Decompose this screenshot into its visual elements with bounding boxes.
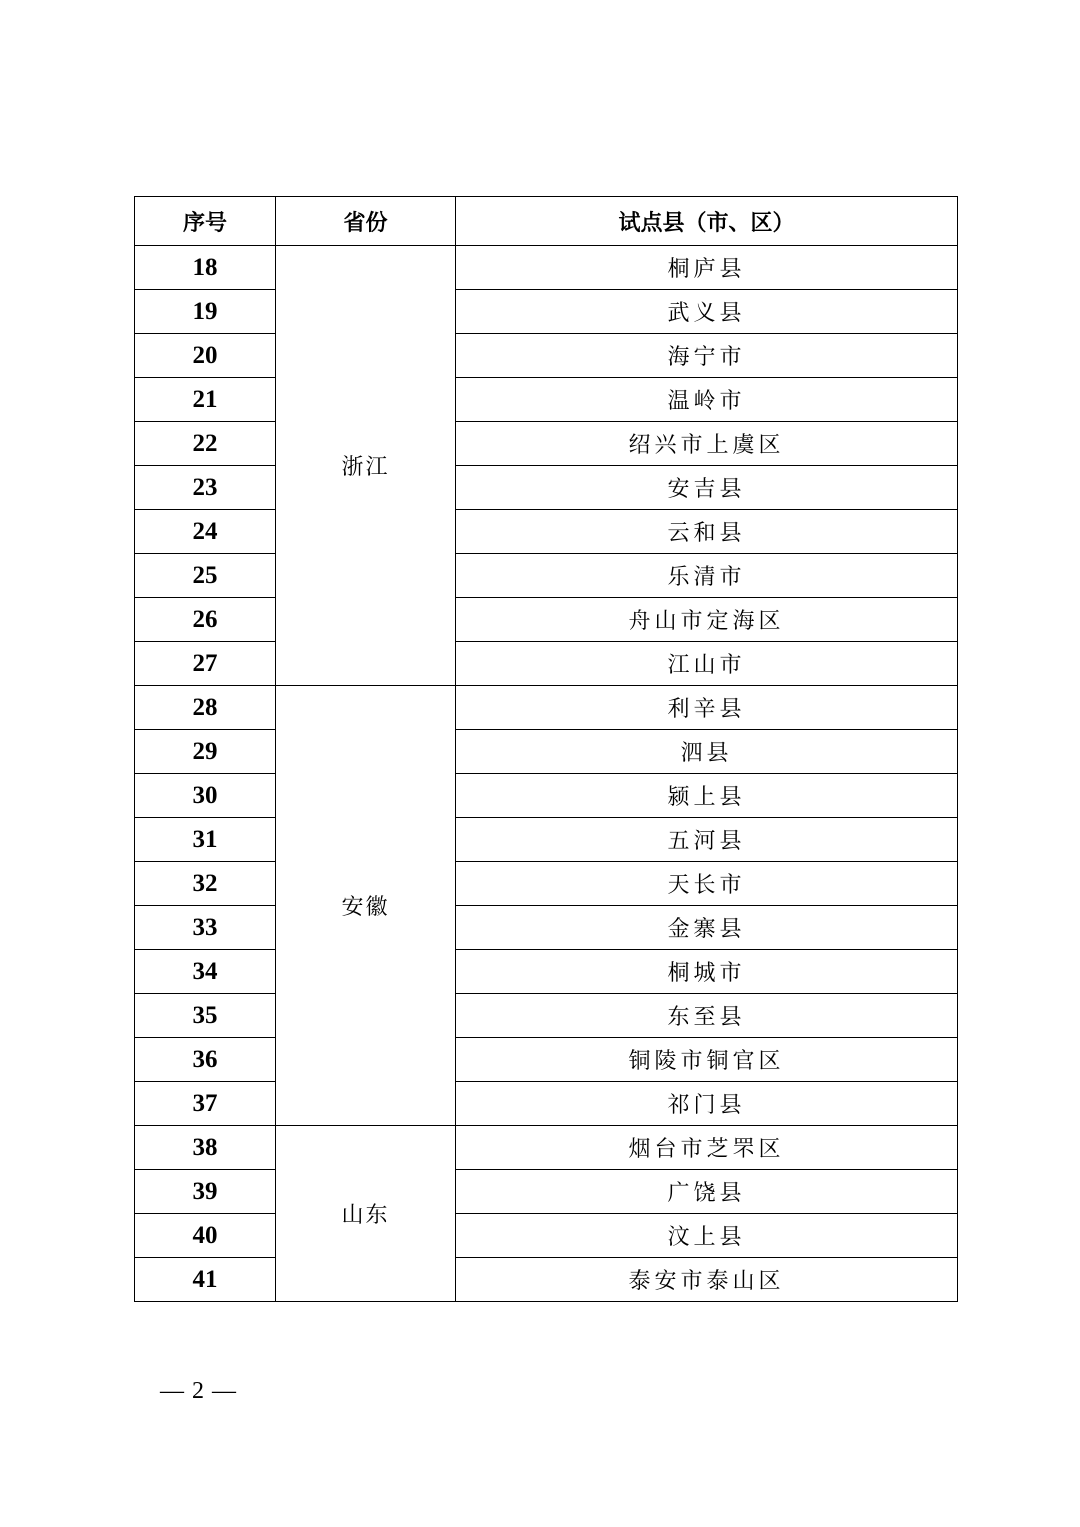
seq-cell: 36 bbox=[135, 1038, 276, 1082]
table-row bbox=[135, 378, 958, 422]
seq-cell: 29 bbox=[135, 730, 276, 774]
table-body bbox=[135, 246, 958, 1302]
county-cell: 乐清市 bbox=[456, 554, 958, 598]
county-cell: 汶上县 bbox=[456, 1214, 958, 1258]
header-seq: 序号 bbox=[135, 197, 276, 246]
table-row bbox=[135, 510, 958, 554]
table-row bbox=[135, 598, 958, 642]
table-row bbox=[135, 774, 958, 818]
table-row bbox=[135, 422, 958, 466]
county-cell: 颍上县 bbox=[456, 774, 958, 818]
county-cell: 祁门县 bbox=[456, 1082, 958, 1126]
province-cell: 浙江 bbox=[276, 246, 456, 686]
table-row bbox=[135, 466, 958, 510]
table-row bbox=[135, 994, 958, 1038]
seq-cell: 37 bbox=[135, 1082, 276, 1126]
seq-cell: 31 bbox=[135, 818, 276, 862]
seq-cell: 21 bbox=[135, 378, 276, 422]
county-cell: 金寨县 bbox=[456, 906, 958, 950]
seq-cell: 33 bbox=[135, 906, 276, 950]
table-row bbox=[135, 862, 958, 906]
seq-cell: 39 bbox=[135, 1170, 276, 1214]
seq-cell: 23 bbox=[135, 466, 276, 510]
table-row bbox=[135, 950, 958, 994]
county-cell: 天长市 bbox=[456, 862, 958, 906]
county-cell: 安吉县 bbox=[456, 466, 958, 510]
seq-cell: 25 bbox=[135, 554, 276, 598]
county-cell: 云和县 bbox=[456, 510, 958, 554]
seq-cell: 41 bbox=[135, 1258, 276, 1302]
table-row bbox=[135, 290, 958, 334]
county-cell: 江山市 bbox=[456, 642, 958, 686]
table-row bbox=[135, 1170, 958, 1214]
pilot-county-table bbox=[134, 196, 958, 1302]
seq-cell: 40 bbox=[135, 1214, 276, 1258]
seq-cell: 24 bbox=[135, 510, 276, 554]
county-cell: 绍兴市上虞区 bbox=[456, 422, 958, 466]
table-row bbox=[135, 334, 958, 378]
seq-cell: 32 bbox=[135, 862, 276, 906]
county-cell: 烟台市芝罘区 bbox=[456, 1126, 958, 1170]
seq-cell: 35 bbox=[135, 994, 276, 1038]
table-row bbox=[135, 1126, 958, 1170]
table-row bbox=[135, 686, 958, 730]
county-cell: 泰安市泰山区 bbox=[456, 1258, 958, 1302]
table-row bbox=[135, 642, 958, 686]
county-cell: 利辛县 bbox=[456, 686, 958, 730]
county-cell: 泗县 bbox=[456, 730, 958, 774]
table-row bbox=[135, 1214, 958, 1258]
table-row bbox=[135, 1082, 958, 1126]
seq-cell: 22 bbox=[135, 422, 276, 466]
table-row bbox=[135, 554, 958, 598]
county-cell: 温岭市 bbox=[456, 378, 958, 422]
county-cell: 东至县 bbox=[456, 994, 958, 1038]
seq-cell: 26 bbox=[135, 598, 276, 642]
header-province: 省份 bbox=[276, 197, 456, 246]
table-row bbox=[135, 1258, 958, 1302]
page-number: — 2 — bbox=[160, 1378, 237, 1404]
county-cell: 桐庐县 bbox=[456, 246, 958, 290]
seq-cell: 27 bbox=[135, 642, 276, 686]
province-cell: 安徽 bbox=[276, 686, 456, 1126]
seq-cell: 20 bbox=[135, 334, 276, 378]
seq-cell: 28 bbox=[135, 686, 276, 730]
county-cell: 舟山市定海区 bbox=[456, 598, 958, 642]
county-cell: 武义县 bbox=[456, 290, 958, 334]
table-row bbox=[135, 906, 958, 950]
seq-cell: 19 bbox=[135, 290, 276, 334]
county-cell: 铜陵市铜官区 bbox=[456, 1038, 958, 1082]
header-county: 试点县（市、区） bbox=[456, 197, 958, 246]
table-header-row bbox=[135, 197, 958, 246]
county-cell: 海宁市 bbox=[456, 334, 958, 378]
county-cell: 桐城市 bbox=[456, 950, 958, 994]
table-row bbox=[135, 246, 958, 290]
seq-cell: 34 bbox=[135, 950, 276, 994]
county-cell: 五河县 bbox=[456, 818, 958, 862]
seq-cell: 38 bbox=[135, 1126, 276, 1170]
province-cell: 山东 bbox=[276, 1126, 456, 1302]
seq-cell: 18 bbox=[135, 246, 276, 290]
table-row bbox=[135, 1038, 958, 1082]
seq-cell: 30 bbox=[135, 774, 276, 818]
table-row bbox=[135, 730, 958, 774]
county-cell: 广饶县 bbox=[456, 1170, 958, 1214]
table-row bbox=[135, 818, 958, 862]
